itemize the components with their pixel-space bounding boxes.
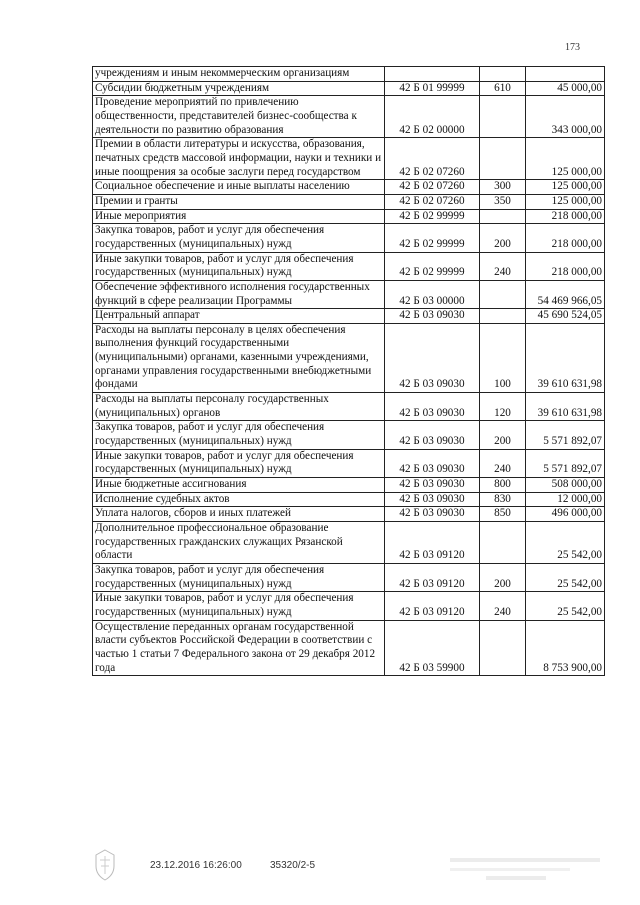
amount-cell: 5 571 892,07 — [526, 421, 605, 449]
budget-table — [92, 66, 605, 676]
code-cell: 42 Б 03 09030 — [385, 393, 480, 421]
code-cell: 42 Б 03 09120 — [385, 563, 480, 591]
amount-cell: 218 000,00 — [526, 252, 605, 280]
name-cell: Закупка товаров, работ и услуг для обеспечения государственных (муниципальных) нужд — [93, 224, 385, 252]
table-row — [93, 323, 605, 392]
expense-type-cell — [480, 280, 526, 308]
code-cell: 42 Б 03 09120 — [385, 592, 480, 620]
amount-cell: 5 571 892,07 — [526, 449, 605, 477]
table-row — [93, 563, 605, 591]
name-cell: Дополнительное профессиональное образование государственных гражданских служащих Рязанской области — [93, 522, 385, 564]
budget-table-body — [93, 67, 605, 676]
name-cell: Осуществление переданных органам государственной власти субъектов Российской Федерации в соответствии с частью 1 статьи 7 Федерального закона от 29 декабря 2012 года — [93, 620, 385, 676]
table-row — [93, 449, 605, 477]
code-cell: 42 Б 03 59900 — [385, 620, 480, 676]
code-cell: 42 Б 03 00000 — [385, 280, 480, 308]
code-cell: 42 Б 02 00000 — [385, 96, 480, 138]
footer — [0, 848, 640, 898]
amount-cell: 125 000,00 — [526, 138, 605, 180]
table-row — [93, 522, 605, 564]
name-cell: Закупка товаров, работ и услуг для обеспечения государственных (муниципальных) нужд — [93, 421, 385, 449]
amount-cell: 125 000,00 — [526, 194, 605, 209]
amount-cell: 54 469 966,05 — [526, 280, 605, 308]
name-cell: Иные закупки товаров, работ и услуг для обеспечения государственных (муниципальных) нужд — [93, 252, 385, 280]
code-cell: 42 Б 02 99999 — [385, 252, 480, 280]
amount-cell: 8 753 900,00 — [526, 620, 605, 676]
code-cell: 42 Б 01 99999 — [385, 81, 480, 96]
code-cell: 42 Б 03 09030 — [385, 421, 480, 449]
code-cell: 42 Б 03 09030 — [385, 309, 480, 324]
table-row — [93, 421, 605, 449]
amount-cell: 218 000,00 — [526, 224, 605, 252]
expense-type-cell: 240 — [480, 252, 526, 280]
expense-type-cell — [480, 67, 526, 82]
expense-type-cell: 350 — [480, 194, 526, 209]
name-cell: Субсидии бюджетным учреждениям — [93, 81, 385, 96]
code-cell: 42 Б 03 09030 — [385, 492, 480, 507]
amount-cell: 39 610 631,98 — [526, 393, 605, 421]
amount-cell: 45 000,00 — [526, 81, 605, 96]
expense-type-cell: 240 — [480, 592, 526, 620]
name-cell: Премии в области литературы и искусства, образования, печатных средств массовой информации, науки и техники и иные поощрения за особые заслуги перед государством — [93, 138, 385, 180]
table-row — [93, 180, 605, 195]
name-cell: Обеспечение эффективного исполнения государственных функций в сфере реализации Программы — [93, 280, 385, 308]
table-row — [93, 194, 605, 209]
name-cell: Иные бюджетные ассигнования — [93, 478, 385, 493]
table-row — [93, 478, 605, 493]
expense-type-cell: 100 — [480, 323, 526, 392]
expense-type-cell — [480, 309, 526, 324]
amount-cell: 125 000,00 — [526, 180, 605, 195]
table-row — [93, 67, 605, 82]
name-cell: Иные закупки товаров, работ и услуг для обеспечения государственных (муниципальных) нужд — [93, 449, 385, 477]
name-cell: Исполнение судебных актов — [93, 492, 385, 507]
code-cell — [385, 67, 480, 82]
table-row — [93, 393, 605, 421]
name-cell: Премии и гранты — [93, 194, 385, 209]
amount-cell: 45 690 524,05 — [526, 309, 605, 324]
expense-type-cell: 300 — [480, 180, 526, 195]
footer-document-number: 35320/2-5 — [270, 860, 316, 871]
table-row — [93, 96, 605, 138]
expense-type-cell: 800 — [480, 478, 526, 493]
amount-cell: 218 000,00 — [526, 209, 605, 224]
name-cell: Закупка товаров, работ и услуг для обеспечения государственных (муниципальных) нужд — [93, 563, 385, 591]
amount-cell: 496 000,00 — [526, 507, 605, 522]
expense-type-cell: 850 — [480, 507, 526, 522]
code-cell: 42 Б 02 07260 — [385, 194, 480, 209]
table-row — [93, 309, 605, 324]
amount-cell: 25 542,00 — [526, 522, 605, 564]
table-row — [93, 81, 605, 96]
table-row — [93, 592, 605, 620]
expense-type-cell — [480, 138, 526, 180]
code-cell: 42 Б 03 09120 — [385, 522, 480, 564]
amount-cell: 39 610 631,98 — [526, 323, 605, 392]
table-row — [93, 138, 605, 180]
name-cell: Иные мероприятия — [93, 209, 385, 224]
code-cell: 42 Б 03 09030 — [385, 478, 480, 493]
amount-cell: 508 000,00 — [526, 478, 605, 493]
code-cell: 42 Б 03 09030 — [385, 507, 480, 522]
expense-type-cell: 830 — [480, 492, 526, 507]
expense-type-cell: 240 — [480, 449, 526, 477]
name-cell: Проведение мероприятий по привлечению общественности, представителей бизнес-сообщества к деятельности по развитию образования — [93, 96, 385, 138]
table-row — [93, 224, 605, 252]
expense-type-cell: 200 — [480, 563, 526, 591]
table-row — [93, 507, 605, 522]
amount-cell — [526, 67, 605, 82]
name-cell: Расходы на выплаты персоналу государственных (муниципальных) органов — [93, 393, 385, 421]
code-cell: 42 Б 02 99999 — [385, 224, 480, 252]
name-cell: учреждениям и иным некоммерческим организациям — [93, 67, 385, 82]
expense-type-cell — [480, 620, 526, 676]
name-cell: Уплата налогов, сборов и иных платежей — [93, 507, 385, 522]
table-row — [93, 252, 605, 280]
amount-cell: 25 542,00 — [526, 592, 605, 620]
coat-of-arms-icon — [92, 848, 118, 887]
expense-type-cell — [480, 209, 526, 224]
expense-type-cell: 120 — [480, 393, 526, 421]
table-row — [93, 492, 605, 507]
table-row — [93, 209, 605, 224]
code-cell: 42 Б 02 07260 — [385, 138, 480, 180]
expense-type-cell: 200 — [480, 421, 526, 449]
name-cell: Иные закупки товаров, работ и услуг для обеспечения государственных (муниципальных) нужд — [93, 592, 385, 620]
name-cell: Центральный аппарат — [93, 309, 385, 324]
table-row — [93, 280, 605, 308]
code-cell: 42 Б 03 09030 — [385, 449, 480, 477]
expense-type-cell: 200 — [480, 224, 526, 252]
amount-cell: 343 000,00 — [526, 96, 605, 138]
expense-type-cell — [480, 96, 526, 138]
watermark-logo — [450, 852, 600, 893]
code-cell: 42 Б 02 07260 — [385, 180, 480, 195]
expense-type-cell: 610 — [480, 81, 526, 96]
amount-cell: 12 000,00 — [526, 492, 605, 507]
code-cell: 42 Б 02 99999 — [385, 209, 480, 224]
page-number: 173 — [565, 42, 580, 53]
code-cell: 42 Б 03 09030 — [385, 323, 480, 392]
amount-cell: 25 542,00 — [526, 563, 605, 591]
footer-date: 23.12.2016 16:26:00 — [150, 860, 242, 871]
name-cell: Расходы на выплаты персоналу в целях обеспечения выполнения функций государственными (муниципальными) органами, казенными учреждениями, органами управления государственными внебюджетными фондами — [93, 323, 385, 392]
name-cell: Социальное обеспечение и иные выплаты населению — [93, 180, 385, 195]
expense-type-cell — [480, 522, 526, 564]
table-row — [93, 620, 605, 676]
